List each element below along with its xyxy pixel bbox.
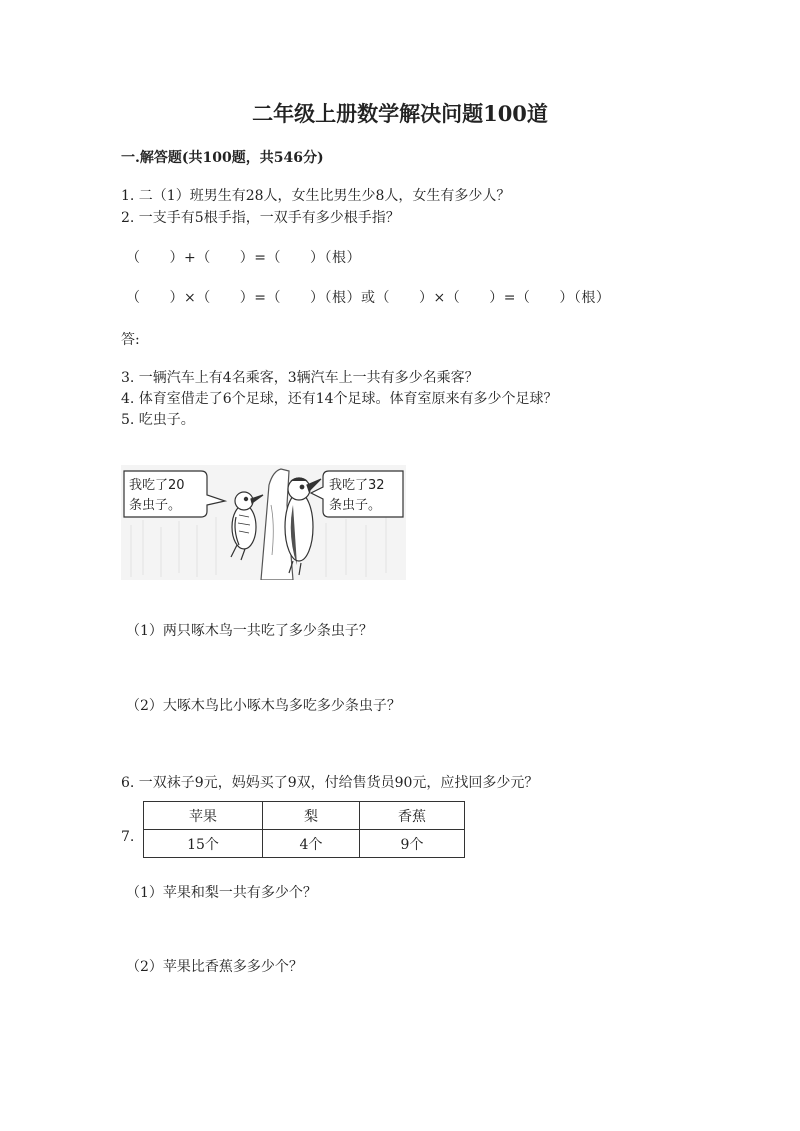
table-cell: 15个 (144, 830, 263, 858)
question-2: 2. 一支手有5根手指，一双手有多少根手指？ (121, 210, 400, 226)
question-3: 3. 一辆汽车上有4名乘客，3辆汽车上一共有多少名乘客？ (121, 370, 479, 386)
speech-bubble-left-line-2: 条虫子。 (129, 498, 182, 513)
question-5: 5. 吃虫子。 (121, 412, 195, 428)
speech-bubble-right-line-2: 条虫子。 (329, 498, 382, 513)
question-2-blank-addition: （ ）+（ ）=（ ）（根） (126, 250, 361, 266)
table-header-cell: 梨 (263, 802, 360, 830)
speech-bubble-left-line-1: 我吃了20 (129, 478, 185, 493)
question-7-part-2: （2）苹果比香蕉多多少个？ (126, 959, 303, 975)
question-2-blank-multiplication: （ ）×（ ）=（ ）（根）或（ ）×（ ）=（ ）（根） (126, 290, 611, 306)
table-row (144, 830, 465, 858)
table-header-cell: 香蕉 (360, 802, 465, 830)
table-cell: 9个 (360, 830, 465, 858)
question-2-answer-label: 答: (121, 332, 140, 348)
question-4: 4. 体育室借走了6个足球，还有14个足球。体育室原来有多少个足球？ (121, 391, 558, 407)
question-5-part-2: （2）大啄木鸟比小啄木鸟多吃多少条虫子？ (126, 698, 401, 714)
question-7-part-1: （1）苹果和梨一共有多少个？ (126, 885, 317, 901)
question-6: 6. 一双袜子9元，妈妈买了9双，付给售货员90元，应找回多少元？ (121, 775, 539, 791)
question-7-number: 7. (121, 829, 135, 845)
woodpecker-illustration (121, 465, 406, 580)
fruit-table (143, 801, 465, 858)
speech-bubble-right-line-1: 我吃了32 (329, 478, 385, 493)
table-header-row (144, 802, 465, 830)
table-cell: 4个 (263, 830, 360, 858)
section-heading: 一.解答题(共100题，共546分) (121, 150, 324, 166)
page-title: 二年级上册数学解决问题100道 (252, 101, 548, 126)
question-1: 1. 二（1）班男生有28人，女生比男生少8人，女生有多少人？ (121, 188, 511, 204)
question-5-part-1: （1）两只啄木鸟一共吃了多少条虫子？ (126, 623, 373, 639)
table-header-cell: 苹果 (144, 802, 263, 830)
